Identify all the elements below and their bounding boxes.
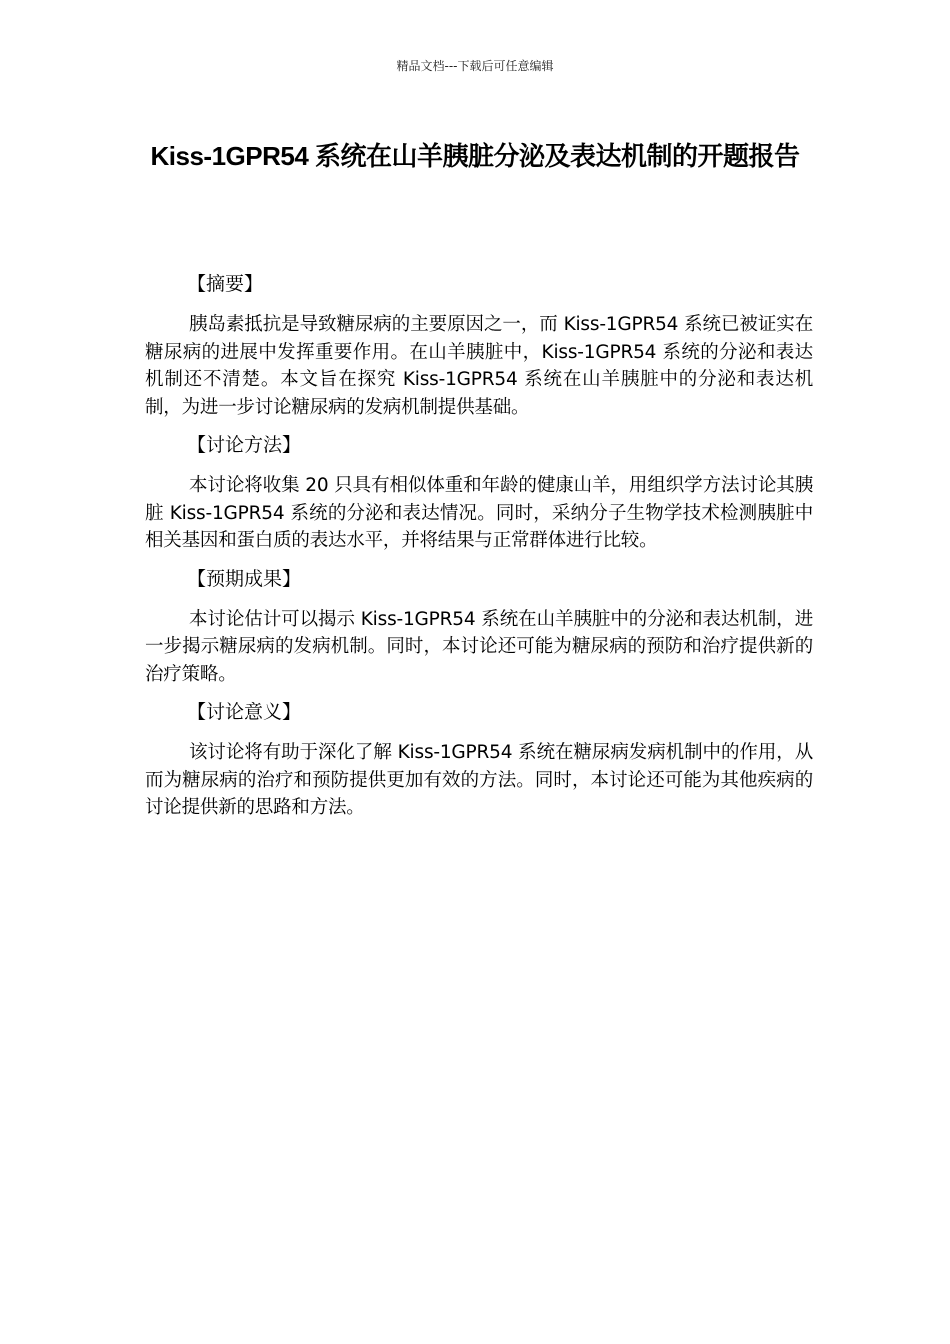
section-paragraph: 该讨论将有助于深化了解 Kiss-1GPR54 系统在糖尿病发病机制中的作用，从而为糖尿病的治疗和预防提供更加有效的方法。同时，本讨论还可能为其他疾病的讨论提供新的思路和方法。 bbox=[145, 742, 813, 818]
section-significance bbox=[145, 698, 813, 822]
document-body bbox=[145, 270, 813, 832]
section-heading: 【预期成果】 bbox=[187, 567, 302, 590]
section-paragraph: 胰岛素抵抗是导致糖尿病的主要原因之一，而 Kiss-1GPR54 系统已被证实在糖尿病的进展中发挥重要作用。在山羊胰脏中，Kiss-1GPR54 系统的分泌和表达机制还不清楚。本文旨在探究 Kiss-1GPR54 系统在山羊胰脏中的分泌和表达机制，为进一步讨论糖尿病的发病机制提供基础。 bbox=[145, 314, 813, 418]
page-header: 精品文档---下载后可任意编辑 bbox=[396, 59, 554, 73]
section-abstract bbox=[145, 270, 813, 421]
section-heading: 【讨论意义】 bbox=[187, 701, 302, 723]
document-title: Kiss-1GPR54 系统在山羊胰脏分泌及表达机制的开题报告 bbox=[150, 141, 800, 171]
section-paragraph: 本讨论估计可以揭示 Kiss-1GPR54 系统在山羊胰脏中的分泌和表达机制，进一步揭示糖尿病的发病机制。同时，本讨论还可能为糖尿病的预防和治疗提供新的治疗策略。 bbox=[145, 608, 813, 685]
section-methods bbox=[145, 431, 813, 555]
section-heading: 【讨论方法】 bbox=[187, 434, 302, 456]
section-heading: 【摘要】 bbox=[187, 273, 264, 295]
section-paragraph: 本讨论将收集 20 只具有相似体重和年龄的健康山羊，用组织学方法讨论其胰脏 Kiss-1GPR54 系统的分泌和表达情况。同时，采纳分子生物学技术检测胰脏中相关基因和蛋白质的表达水平，并将结果与正常群体进行比较。 bbox=[145, 475, 813, 551]
section-expected-results bbox=[145, 565, 813, 689]
